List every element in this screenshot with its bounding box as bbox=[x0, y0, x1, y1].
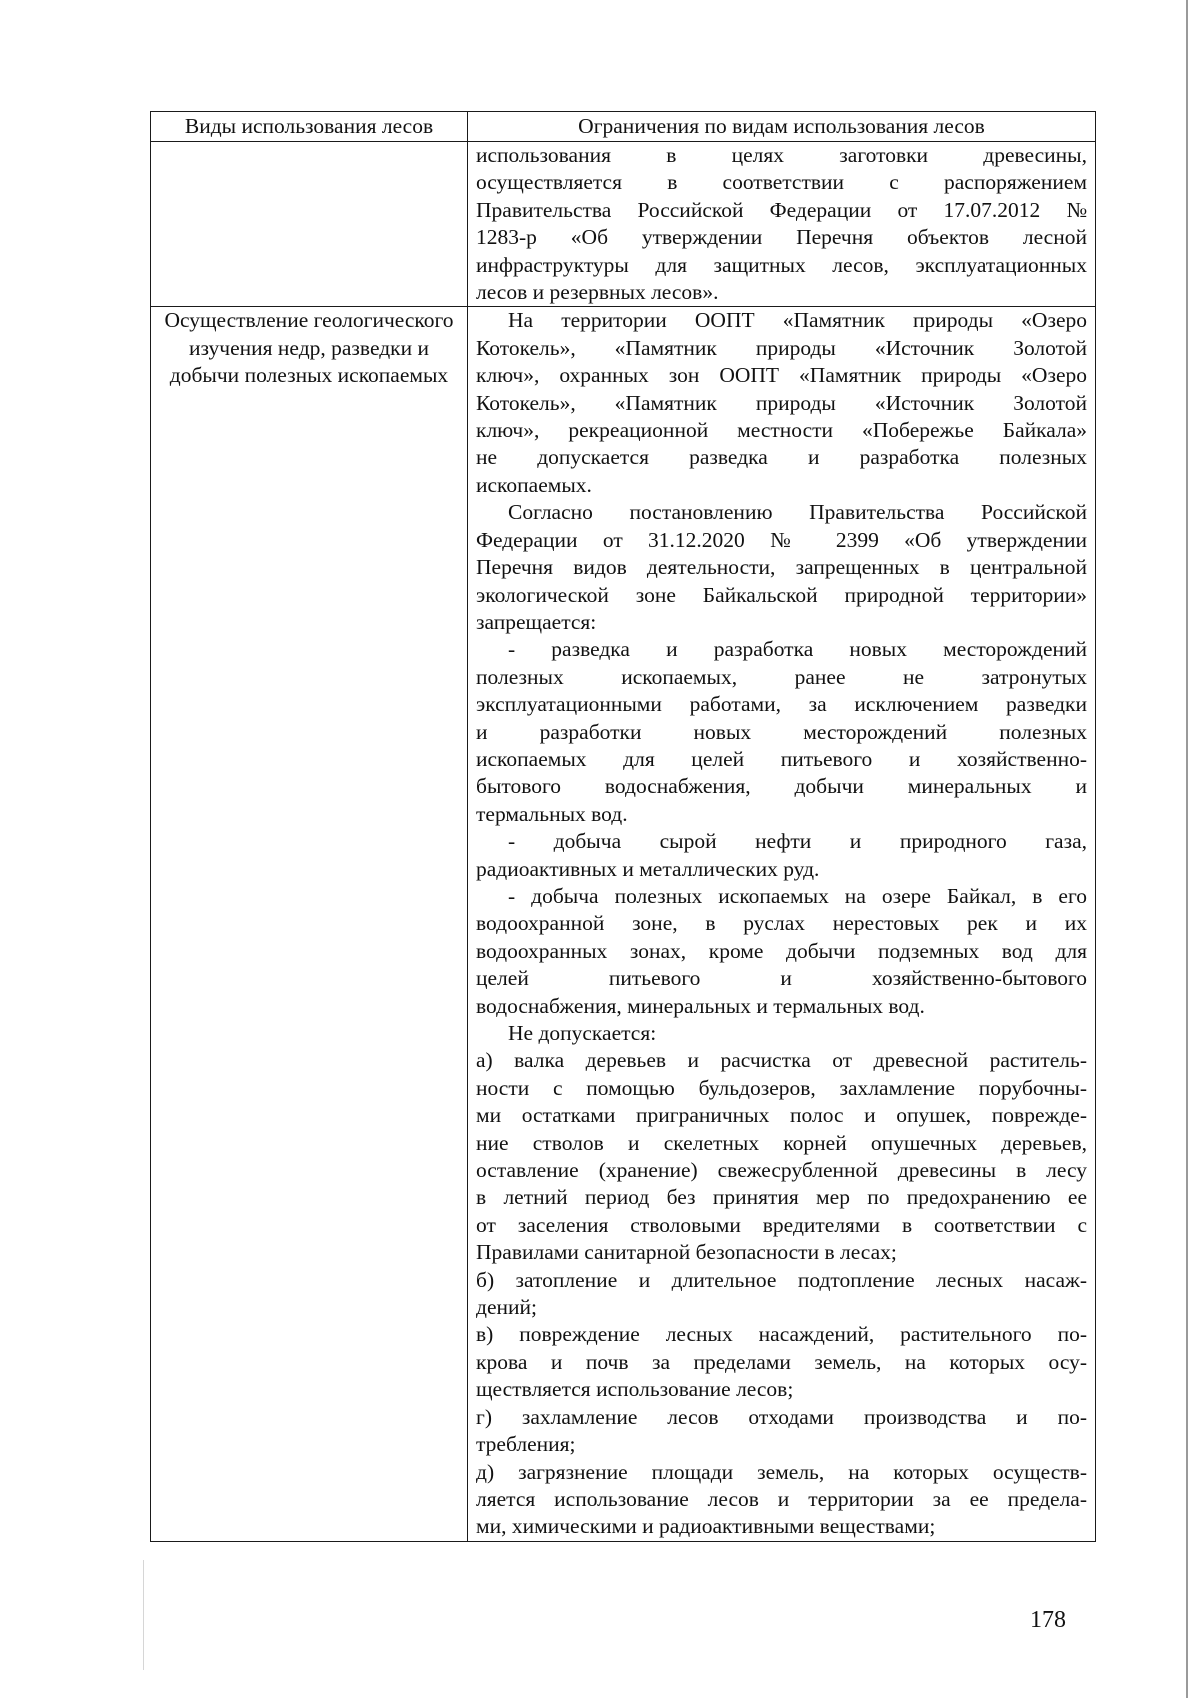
list-item-v bbox=[476, 1321, 1087, 1403]
restriction-line: Федерации от 31.12.2020 № 2399 «Об утверждении bbox=[476, 527, 1087, 552]
list-item-g bbox=[476, 1404, 1087, 1459]
restriction-line: ключ», рекреационной местности «Побережье Байкала» bbox=[476, 418, 1087, 443]
restrictions-table bbox=[150, 111, 1096, 1542]
header-cell-usage-types: Виды использования лесов bbox=[151, 112, 468, 142]
restriction-line: ми, химическими и радиоактивными веществами; bbox=[476, 1514, 936, 1539]
page-number: 178 bbox=[1030, 1607, 1066, 1633]
restriction-line: оставление (хранение) свежесрубленной древесины в лесу bbox=[476, 1158, 1087, 1183]
restriction-line: в летний период без принятия мер по предохранению ее bbox=[476, 1185, 1087, 1210]
restriction-line: не допускается разведка и разработка полезных bbox=[476, 445, 1087, 470]
paragraph-not-allowed bbox=[476, 1020, 1087, 1047]
restriction-line: эксплуатационными работами, за исключением разведки bbox=[476, 692, 1087, 717]
restriction-line: б) затопление и длительное подтопление лесных насаж- bbox=[476, 1267, 1087, 1292]
restriction-line: ископаемых. bbox=[476, 472, 592, 497]
restriction-line: а) валка деревьев и расчистка от древесной раститель- bbox=[476, 1048, 1087, 1073]
restriction-line: Котокель», «Памятник природы «Источник Золотой bbox=[476, 390, 1087, 415]
restrictions-cell bbox=[468, 307, 1096, 1541]
restriction-line: крова и почв за пределами земель, на которых осу- bbox=[476, 1349, 1087, 1374]
restriction-line: Котокель», «Памятник природы «Источник Золотой bbox=[476, 335, 1087, 360]
restriction-line: полезных ископаемых, ранее не затронутых bbox=[476, 664, 1087, 689]
usage-type-cell: Осуществление геологического изучения недр, разведки и добычи полезных ископаемых bbox=[151, 307, 468, 1541]
restriction-line: На территории ООПТ «Памятник природы «Озеро bbox=[508, 308, 1087, 333]
restriction-line: использования в целях заготовки древесины, bbox=[476, 143, 1087, 167]
restriction-line: водоохранных зонах, кроме добычи подземных вод для bbox=[476, 938, 1087, 963]
restriction-line: ми остатками приграничных полос и опушек, поврежде- bbox=[476, 1103, 1087, 1128]
table-header-row bbox=[151, 112, 1096, 142]
restriction-line: ности с помощью бульдозеров, захламление порубочны- bbox=[476, 1075, 1087, 1100]
header-cell-restrictions: Ограничения по видам использования лесов bbox=[468, 112, 1096, 142]
restriction-line: ляется использование лесов и территории за ее предела- bbox=[476, 1486, 1087, 1511]
restriction-line: от заселения стволовыми вредителями в соответствии с bbox=[476, 1212, 1087, 1237]
paragraph-ooopt bbox=[476, 307, 1087, 499]
restriction-line: - добыча полезных ископаемых на озере Байкал, в его bbox=[508, 883, 1087, 908]
restriction-line: ископаемых для целей питьевого и хозяйственно- bbox=[476, 746, 1087, 771]
restriction-line: д) загрязнение площади земель, на которых осуществ- bbox=[476, 1459, 1087, 1484]
restriction-line: инфраструктуры для защитных лесов, эксплуатационных bbox=[476, 252, 1087, 277]
restriction-line: целей питьевого и хозяйственно-бытового bbox=[476, 966, 1087, 991]
restriction-line: осуществляется в соответствии с распоряжением bbox=[476, 170, 1087, 195]
restriction-line: радиоактивных и металлических руд. bbox=[476, 856, 820, 881]
restriction-line: запрещается: bbox=[476, 609, 597, 634]
restriction-line: ние стволов и скелетных корней опушечных деревьев, bbox=[476, 1130, 1087, 1155]
restriction-line: дений; bbox=[476, 1295, 537, 1320]
restriction-line: водоснабжения, минеральных и термальных вод. bbox=[476, 993, 925, 1018]
restriction-line: Согласно постановлению Правительства Российской bbox=[508, 500, 1087, 525]
list-item-d bbox=[476, 1459, 1087, 1541]
scan-mark bbox=[143, 1560, 144, 1670]
restriction-line: в) повреждение лесных насаждений, растительного по- bbox=[476, 1322, 1087, 1347]
restriction-line: термальных вод. bbox=[476, 801, 628, 826]
restriction-line: и разработки новых месторождений полезных bbox=[476, 719, 1087, 744]
paragraph-oil-gas bbox=[476, 828, 1087, 883]
restriction-line: водоохранной зоне, в руслах нерестовых рек и их bbox=[476, 911, 1087, 936]
restriction-line: лесов и резервных лесов». bbox=[476, 280, 719, 305]
list-item-b bbox=[476, 1267, 1087, 1322]
list-item-a bbox=[476, 1047, 1087, 1266]
restrictions-cell bbox=[468, 142, 1096, 307]
paragraph-decree bbox=[476, 499, 1087, 636]
restriction-line: требления; bbox=[476, 1432, 576, 1457]
restriction-line: г) захламление лесов отходами производства и по- bbox=[476, 1404, 1087, 1429]
restriction-line: Перечня видов деятельности, запрещенных в центральной bbox=[476, 555, 1087, 580]
table-row bbox=[151, 307, 1096, 1541]
table-row bbox=[151, 142, 1096, 307]
restriction-line: бытового водоснабжения, добычи минеральных и bbox=[476, 774, 1087, 799]
paragraph-baikal-mining bbox=[476, 883, 1087, 1020]
restriction-line: экологической зоне Байкальской природной территории» bbox=[476, 582, 1087, 607]
restriction-line: Не допускается: bbox=[508, 1021, 657, 1045]
restriction-line: ключ», охранных зон ООПТ «Памятник природы «Озеро bbox=[476, 363, 1087, 388]
scan-edge-line bbox=[1186, 0, 1188, 1698]
restriction-line: - добыча сырой нефти и природного газа, bbox=[508, 829, 1087, 854]
restriction-line: - разведка и разработка новых месторождений bbox=[508, 637, 1087, 662]
restriction-line: ществляется использование лесов; bbox=[476, 1377, 794, 1402]
paragraph-exploration bbox=[476, 636, 1087, 828]
usage-type-cell bbox=[151, 142, 468, 307]
restriction-line: Правилами санитарной безопасности в лесах; bbox=[476, 1240, 897, 1265]
restriction-line: 1283-р «Об утверждении Перечня объектов лесной bbox=[476, 225, 1087, 250]
restriction-line: Правительства Российской Федерации от 17.07.2012 № bbox=[476, 197, 1087, 222]
